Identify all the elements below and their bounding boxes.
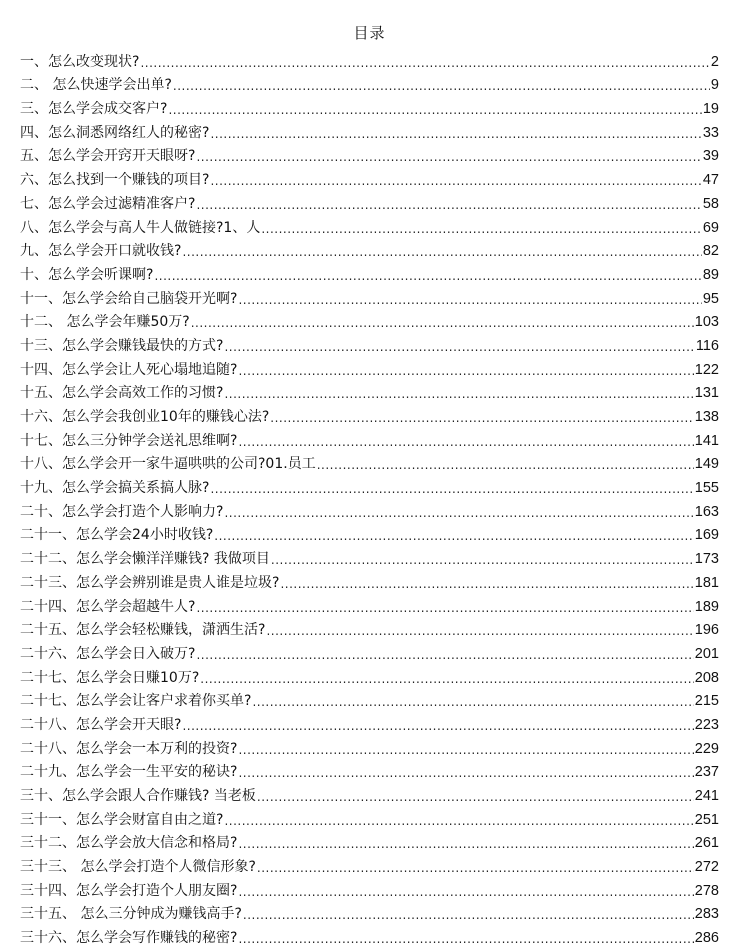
toc-entry-title: 二十六、怎么学会日入破万? (20, 645, 196, 662)
toc-entry-page-number: 103 (694, 314, 719, 331)
toc-entry[interactable] (20, 426, 719, 450)
toc-entry[interactable] (20, 687, 719, 711)
toc-dot-leader (196, 600, 693, 616)
toc-entry[interactable] (20, 781, 719, 805)
toc-entry-page-number: 181 (694, 574, 719, 591)
toc-entry-title: 二十八、怎么学会一本万利的投资? (20, 740, 238, 757)
toc-entry-page-number: 223 (694, 716, 719, 733)
toc-entry-page-number: 286 (694, 930, 719, 947)
toc-entry-page-number: 241 (694, 788, 719, 804)
toc-entry[interactable] (20, 923, 719, 947)
toc-dot-leader (238, 292, 701, 308)
toc-dot-leader (196, 197, 701, 213)
toc-entry-title: 二十一、怎么学会24小时收钱? (20, 527, 214, 544)
toc-entry-title: 二十二、怎么学会懒洋洋赚钱? 我做项目 (20, 551, 270, 568)
toc-dot-leader (238, 363, 693, 379)
toc-dot-leader (224, 386, 693, 402)
toc-entry-title: 八、怎么学会与高人牛人做链接?1、人 (20, 219, 261, 236)
toc-entry[interactable] (20, 284, 719, 308)
toc-entry[interactable] (20, 308, 719, 332)
toc-entry-title: 三十三、 怎么学会打造个人微信形象? (20, 859, 256, 876)
toc-entry-page-number: 39 (702, 148, 719, 165)
toc-entry-title: 九、怎么学会开口就收钱? (20, 243, 182, 260)
toc-entry[interactable] (20, 473, 719, 497)
toc-entry-page-number: 163 (694, 503, 719, 520)
toc-dot-leader (191, 315, 694, 331)
toc-entry[interactable] (20, 47, 719, 71)
toc-dot-leader (214, 528, 694, 544)
toc-entry[interactable] (20, 805, 719, 829)
toc-entry-page-number: 173 (694, 551, 719, 568)
toc-entry-page-number: 95 (702, 290, 719, 307)
toc-dot-leader (210, 173, 701, 189)
toc-entry-page-number: 2 (710, 53, 719, 70)
toc-dot-leader (238, 742, 693, 758)
toc-entry-page-number: 215 (694, 693, 719, 710)
toc-entry[interactable] (20, 331, 719, 355)
toc-entry-title: 二十五、怎么学会轻松赚钱，潇洒生活? (20, 622, 266, 639)
toc-entry-title: 二十七、怎么学会日赚10万? (20, 669, 200, 686)
toc-entry-title: 二十七、怎么学会让客户求着你买单? (20, 693, 252, 710)
toc-dot-leader (196, 647, 693, 663)
toc-entry[interactable] (20, 189, 719, 213)
toc-dot-leader (238, 765, 693, 781)
toc-entry-title: 二十、怎么学会打造个人影响力? (20, 503, 224, 520)
toc-entry-title: 十、怎么学会听课啊? (20, 266, 154, 283)
toc-entry[interactable] (20, 758, 719, 782)
toc-entry-page-number: 201 (694, 645, 719, 662)
toc-entry-title: 二十九、怎么学会一生平安的秘诀? (20, 764, 238, 781)
toc-entry-page-number: 47 (702, 172, 719, 189)
toc-entry[interactable] (20, 829, 719, 853)
toc-dot-leader (317, 457, 694, 473)
toc-entry-title: 十五、怎么学会高效工作的习惯? (20, 385, 224, 402)
toc-entry[interactable] (20, 165, 719, 189)
toc-entry[interactable] (20, 237, 719, 261)
toc-entry-page-number: 169 (694, 527, 719, 544)
toc-dot-leader (168, 102, 701, 118)
toc-entry-page-number: 261 (694, 835, 719, 852)
toc-entry[interactable] (20, 616, 719, 640)
toc-entry-title: 十六、怎么学会我创业10年的赚钱心法? (20, 409, 270, 425)
toc-dot-leader (140, 55, 709, 71)
toc-entry-title: 三十二、怎么学会放大信念和格局? (20, 835, 238, 852)
toc-dot-leader (238, 884, 693, 900)
toc-dot-leader (238, 434, 693, 450)
toc-entry-page-number: 272 (694, 859, 719, 876)
toc-dot-leader (210, 481, 693, 497)
toc-entry-page-number: 122 (694, 361, 719, 378)
toc-entry-page-number: 33 (702, 124, 719, 141)
toc-entry-page-number: 189 (694, 598, 719, 615)
toc-entry-page-number: 19 (702, 101, 719, 118)
toc-dot-leader (261, 221, 702, 237)
toc-entry[interactable] (20, 402, 719, 426)
toc-entry-title: 七、怎么学会过滤精准客户? (20, 195, 196, 212)
toc-entry-title: 三十四、怎么学会打造个人朋友圈? (20, 882, 238, 899)
toc-entry-title: 十九、怎么学会搞关系搞人脉? (20, 480, 210, 497)
toc-entry-title: 十七、怎么三分钟学会送礼思维啊? (20, 432, 238, 449)
toc-dot-leader (280, 576, 693, 592)
toc-dot-leader (266, 623, 693, 639)
toc-entry[interactable] (20, 213, 719, 237)
toc-dot-leader (210, 126, 701, 142)
toc-dot-leader (196, 149, 701, 165)
toc-dot-leader (182, 244, 701, 260)
toc-dot-leader (243, 907, 694, 923)
toc-entry-title: 三、怎么学会成交客户? (20, 101, 168, 118)
toc-entry-page-number: 58 (702, 195, 719, 212)
toc-entry-page-number: 9 (710, 77, 719, 94)
toc-entry-page-number: 229 (694, 740, 719, 757)
toc-entry-title: 六、怎么找到一个赚钱的项目? (20, 172, 210, 189)
toc-entry-page-number: 89 (702, 266, 719, 283)
toc-entry[interactable] (20, 876, 719, 900)
toc-entry[interactable] (20, 592, 719, 616)
toc-dot-leader (154, 268, 701, 284)
toc-title: 目录 (353, 24, 386, 42)
toc-entry-title: 十八、怎么学会开一家牛逼哄哄的公司?01.员工 (20, 456, 316, 473)
toc-dot-leader (252, 694, 693, 710)
toc-entry-page-number: 138 (694, 409, 719, 425)
toc-entry[interactable] (20, 71, 719, 95)
toc-entry-title: 二、 怎么快速学会出单? (20, 77, 172, 94)
toc-entry[interactable] (20, 544, 719, 568)
toc-dot-leader (238, 836, 693, 852)
toc-entry[interactable] (20, 852, 719, 876)
toc-entry-page-number: 116 (695, 337, 719, 354)
toc-entry-page-number: 69 (702, 219, 719, 236)
toc-entry[interactable] (20, 118, 719, 142)
toc-entry-page-number: 208 (694, 669, 719, 686)
toc-dot-leader (200, 671, 694, 687)
toc-entry[interactable] (20, 900, 719, 924)
toc-entry-title: 四、怎么洞悉网络红人的秘密? (20, 124, 210, 141)
toc-entry-page-number: 155 (694, 480, 719, 497)
toc-entry-title: 十三、怎么学会赚钱最快的方式? (20, 337, 224, 354)
toc-dot-leader (238, 931, 693, 947)
toc-entry[interactable] (20, 734, 719, 758)
toc-entry-page-number: 251 (694, 811, 719, 828)
toc-entry[interactable] (20, 663, 719, 687)
toc-entry[interactable] (20, 355, 719, 379)
toc-entry-title: 二十四、怎么学会超越牛人? (20, 598, 196, 615)
toc-entry[interactable] (20, 639, 719, 663)
toc-dot-leader (257, 860, 694, 876)
toc-entry-page-number: 149 (694, 456, 719, 473)
toc-entry-page-number: 283 (694, 906, 719, 923)
toc-dot-leader (182, 718, 693, 734)
toc-entry-title: 二十八、怎么学会开天眼? (20, 716, 182, 733)
toc-entry[interactable] (20, 568, 719, 592)
toc-entry[interactable] (20, 497, 719, 521)
toc-entry[interactable] (20, 379, 719, 403)
toc-entry-title: 二十三、怎么学会辨别谁是贵人谁是垃圾? (20, 574, 280, 591)
toc-entry-title: 三十五、 怎么三分钟成为赚钱高手? (20, 906, 242, 923)
toc-entry[interactable] (20, 94, 719, 118)
toc-entry[interactable] (20, 710, 719, 734)
toc-entry-title: 十四、怎么学会让人死心塌地追随? (20, 361, 238, 378)
toc-entry-title: 五、怎么学会开窍开天眼呀? (20, 148, 196, 165)
toc-entry[interactable] (20, 521, 719, 545)
toc-entry-page-number: 278 (694, 882, 719, 899)
toc-dot-leader (224, 339, 694, 355)
toc-entry-page-number: 237 (694, 764, 719, 781)
toc-dot-leader (173, 78, 710, 94)
toc-entry-title: 三十、怎么学会跟人合作赚钱? 当老板 (20, 788, 256, 804)
toc-list (20, 47, 719, 947)
toc-entry-title: 十二、 怎么学会年赚50万? (20, 314, 190, 331)
toc-entry-title: 一、怎么改变现状? (20, 53, 140, 70)
toc-entry-page-number: 196 (694, 622, 719, 639)
toc-entry-page-number: 141 (694, 432, 719, 449)
toc-entry[interactable] (20, 142, 719, 166)
toc-dot-leader (271, 552, 694, 568)
toc-dot-leader (224, 505, 693, 521)
toc-entry-title: 三十一、怎么学会财富自由之道? (20, 811, 224, 828)
toc-dot-leader (224, 813, 693, 829)
toc-dot-leader (257, 789, 694, 805)
toc-entry-page-number: 131 (694, 385, 719, 402)
toc-entry[interactable] (20, 260, 719, 284)
toc-entry-page-number: 82 (702, 243, 719, 260)
toc-entry-title: 十一、怎么学会给自己脑袋开光啊? (20, 290, 238, 307)
toc-entry[interactable] (20, 450, 719, 474)
toc-entry-title: 三十六、怎么学会写作赚钱的秘密? (20, 930, 238, 947)
toc-dot-leader (270, 410, 694, 426)
